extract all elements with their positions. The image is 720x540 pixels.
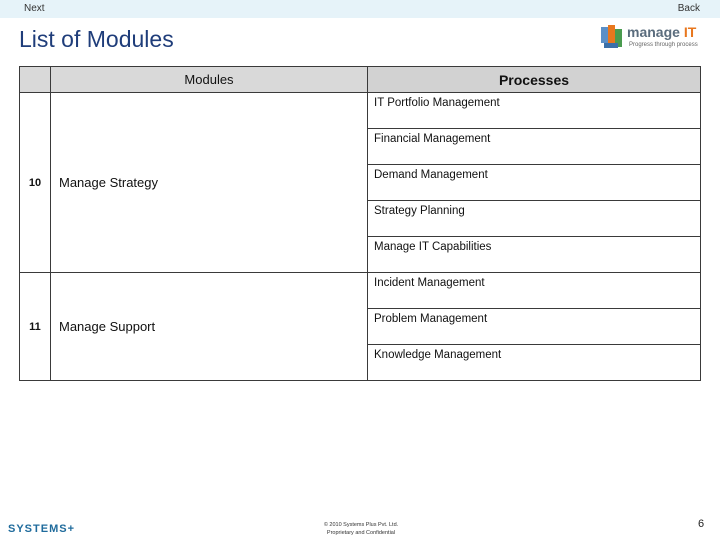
process-cell: Incident Management — [368, 273, 701, 309]
module-name: Manage Support — [51, 273, 368, 381]
table-header-row — [20, 67, 701, 93]
page-title: List of Modules — [19, 26, 174, 52]
process-cell: Financial Management — [368, 129, 701, 165]
page-number: 6 — [698, 518, 705, 530]
process-cell: Demand Management — [368, 165, 701, 201]
process-cell: Strategy Planning — [368, 201, 701, 237]
copyright-notice — [300, 521, 422, 537]
logo-tagline: Progress through process — [629, 42, 698, 48]
process-cell: Knowledge Management — [368, 345, 701, 381]
back-link[interactable]: Back — [677, 3, 700, 14]
module-name: Manage Strategy — [51, 93, 368, 273]
module-number: 11 — [20, 273, 51, 381]
module-number: 10 — [20, 93, 51, 273]
header-processes: Processes — [368, 67, 701, 93]
process-cell: Problem Management — [368, 309, 701, 345]
top-nav-bar — [0, 0, 720, 18]
process-cell: Manage IT Capabilities — [368, 237, 701, 273]
modules-table — [19, 66, 701, 381]
header-modules: Modules — [51, 67, 368, 93]
confidential-line: Proprietary and Confidential — [326, 530, 396, 536]
copyright-line: © 2010 Systems Plus Pvt. Ltd. — [323, 522, 399, 528]
header-number-cell — [20, 67, 51, 93]
next-link[interactable]: Next — [24, 3, 45, 14]
logo-wordmark: manage IT — [627, 24, 697, 40]
table-row — [20, 273, 701, 309]
manage-it-logo — [599, 23, 709, 53]
logo-cube-icon — [599, 23, 625, 51]
table-row — [20, 93, 701, 129]
systems-plus-logo: SYSTEMS+ — [8, 523, 76, 535]
process-cell: IT Portfolio Management — [368, 93, 701, 129]
